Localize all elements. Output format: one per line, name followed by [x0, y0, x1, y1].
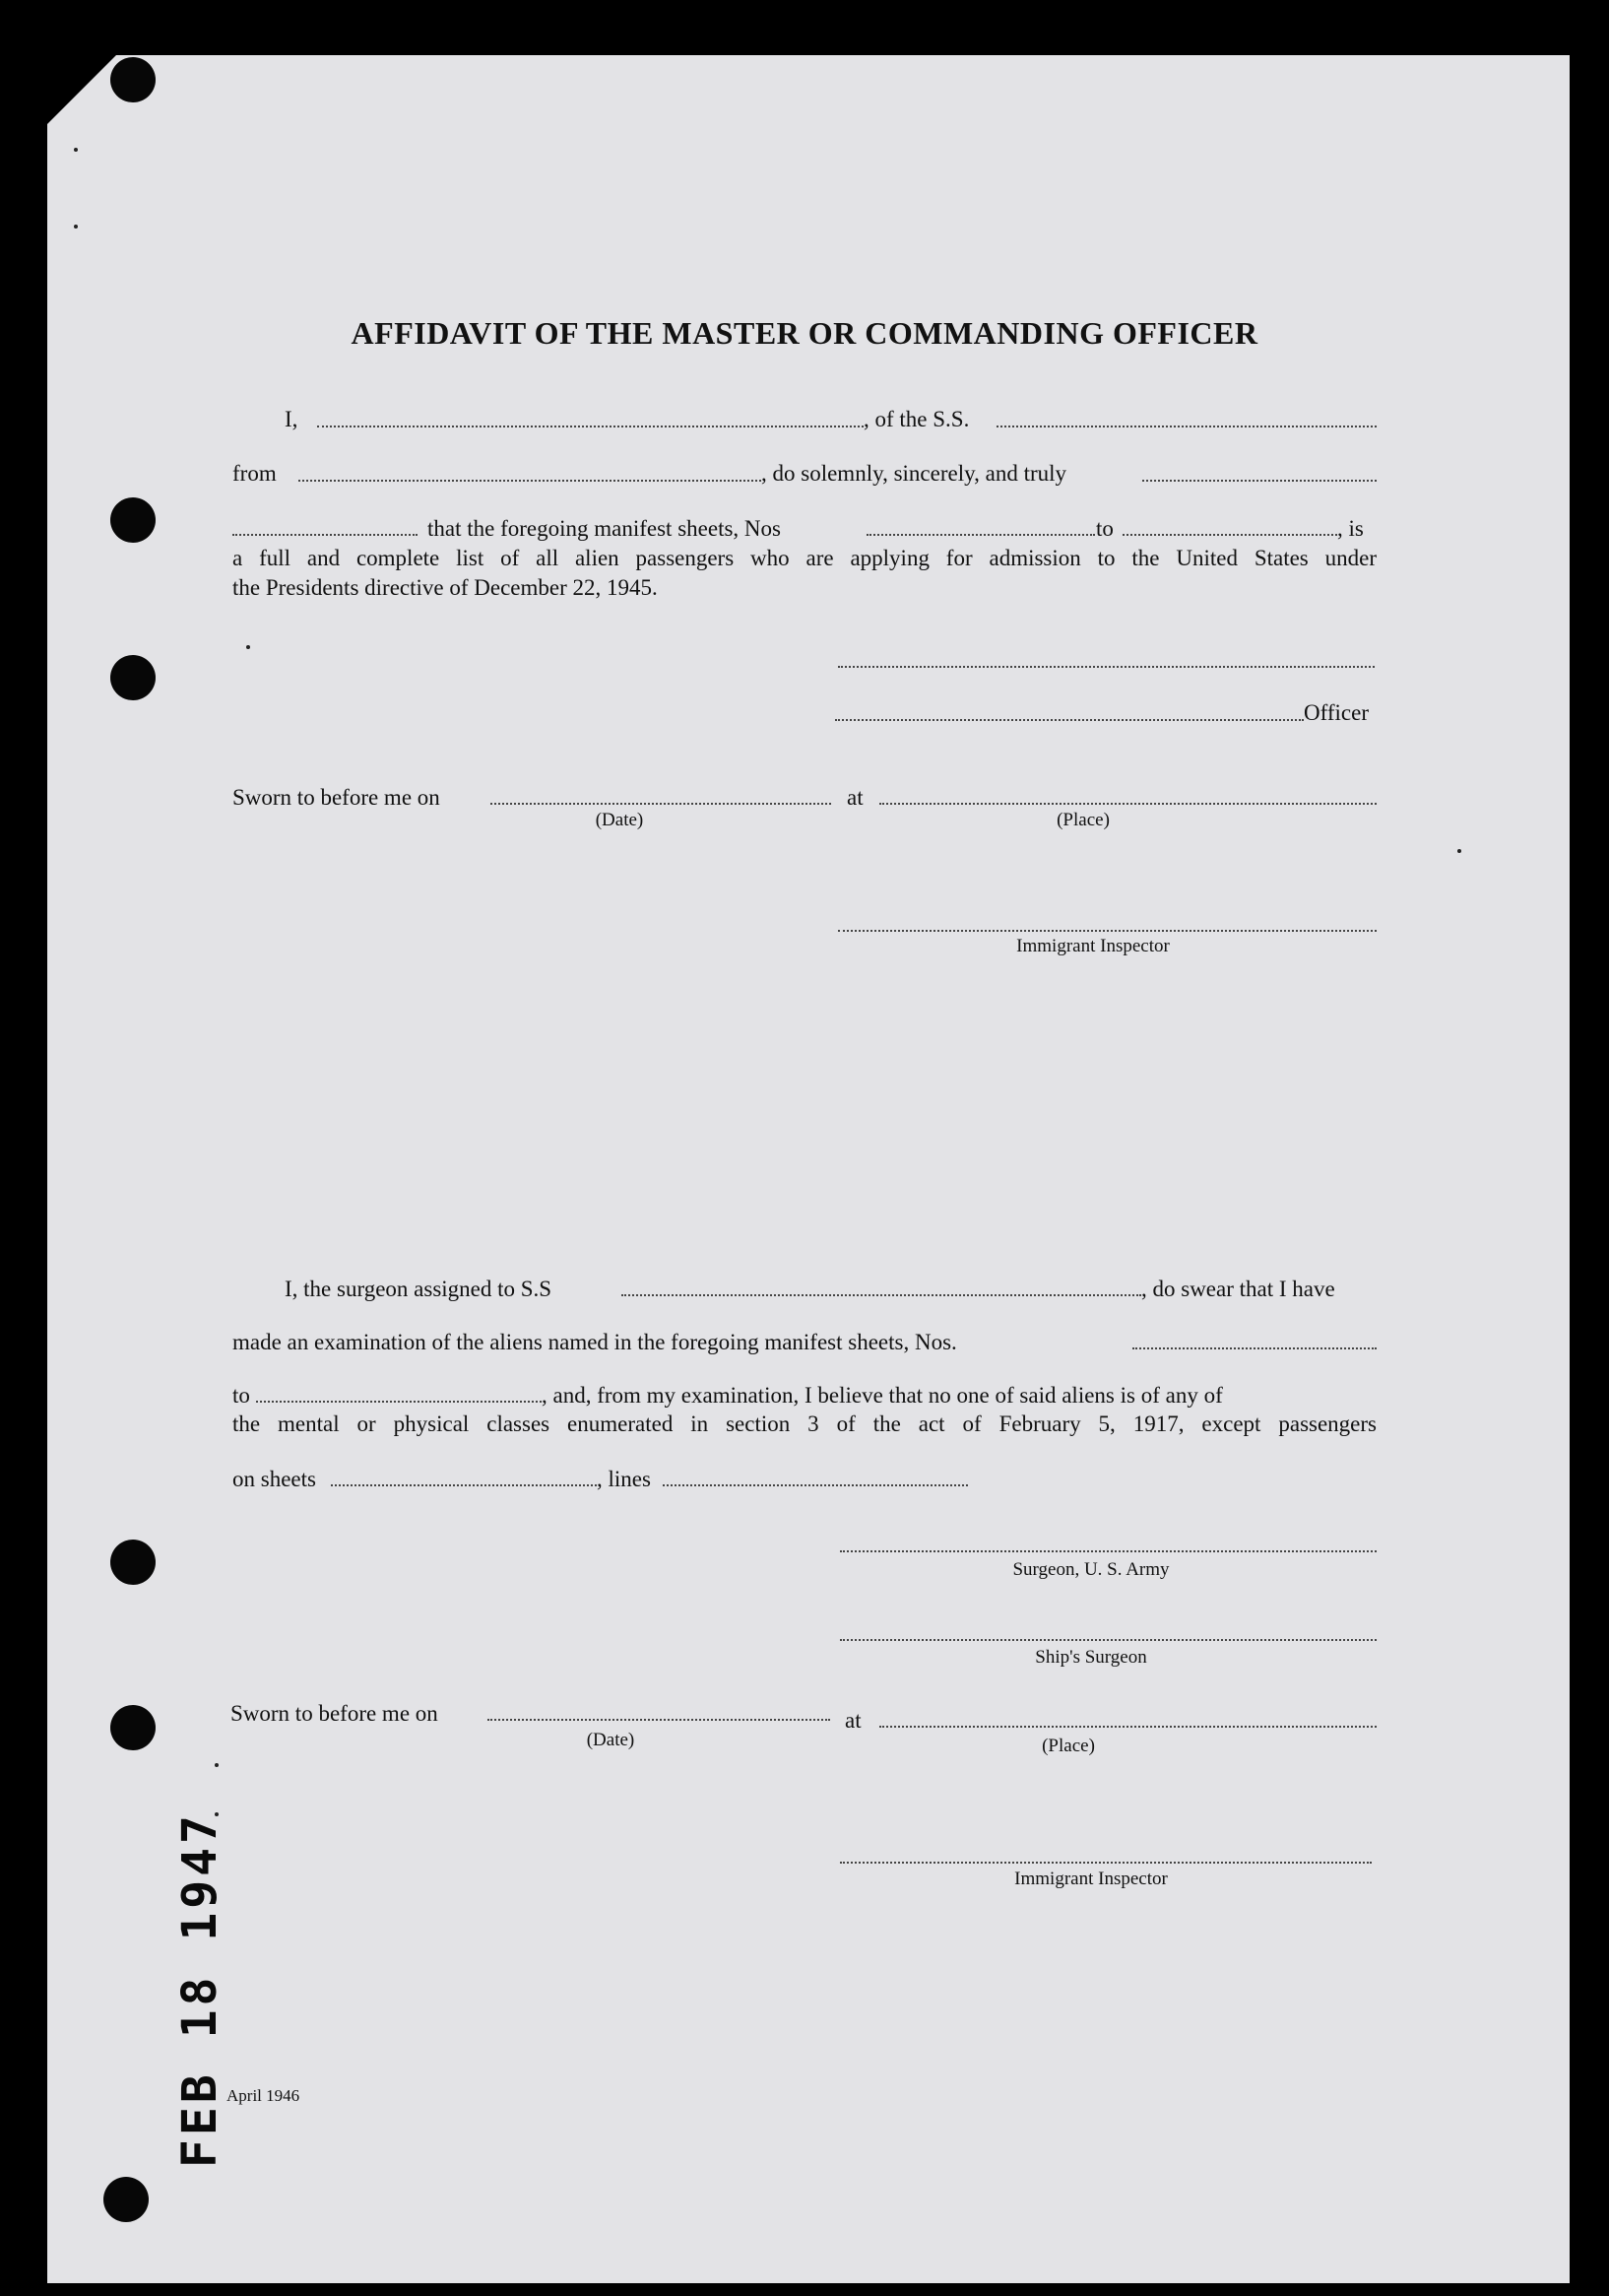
text-swear: , do solemnly, sincerely, and truly	[761, 461, 1067, 486]
place-caption: (Place)	[1057, 810, 1110, 830]
officer-label: Officer	[1304, 700, 1369, 725]
inspector-signature-line[interactable]	[840, 1862, 1372, 1864]
port-from-field[interactable]	[298, 480, 761, 482]
inspector-caption: Immigrant Inspector	[1014, 1869, 1168, 1889]
surgeon-to-label: to	[232, 1383, 250, 1408]
punch-hole	[110, 1540, 156, 1585]
oath-verb-field[interactable]	[232, 534, 418, 536]
text-is: , is	[1337, 516, 1364, 541]
ship-surgeon-signature-line[interactable]	[840, 1639, 1377, 1641]
surgeon-text: on sheets	[232, 1467, 316, 1491]
army-surgeon-signature-line[interactable]	[840, 1550, 1377, 1552]
paper-speck	[1457, 849, 1461, 853]
text-foregoing: that the foregoing manifest sheets, Nos	[427, 516, 781, 541]
punch-hole	[110, 57, 156, 102]
date-received-stamp	[165, 1811, 234, 2168]
excepted-sheets-field[interactable]	[331, 1484, 597, 1486]
master-statement-line: the Presidents directive of December 22, 1945.	[232, 575, 658, 600]
paper-speck	[74, 225, 78, 229]
sworn-label: Sworn to before me on	[232, 785, 440, 810]
text-to: to	[1096, 516, 1114, 541]
paper-speck	[246, 645, 250, 649]
text-of-ss: , of the S.S.	[864, 407, 970, 431]
surgeon-ship-field[interactable]	[621, 1294, 1141, 1296]
punch-hole	[110, 1705, 156, 1750]
paper-speck	[215, 1763, 219, 1767]
paper-speck	[74, 148, 78, 152]
sheet-to-field[interactable]	[1123, 534, 1337, 536]
punch-hole	[110, 497, 156, 543]
sworn-date-field[interactable]	[490, 803, 831, 805]
surgeon-text: , do swear that I have	[1141, 1277, 1335, 1301]
punch-hole	[103, 2177, 149, 2222]
master-statement-line: a full and complete list of all alien passengers who are applying for admission to the United States under	[232, 546, 1377, 570]
oath-type-field[interactable]	[1142, 480, 1377, 482]
surgeon-text: I, the surgeon assigned to S.S	[285, 1277, 552, 1301]
army-surgeon-caption: Surgeon, U. S. Army	[1012, 1559, 1170, 1580]
stamp-text: FEB 18 1947	[172, 1811, 227, 2168]
excepted-lines-field[interactable]	[663, 1484, 968, 1486]
ship-name-field[interactable]	[997, 426, 1377, 427]
inspector-caption: Immigrant Inspector	[1016, 936, 1170, 956]
inspector-signature-line[interactable]	[838, 930, 1377, 932]
date-caption: (Date)	[586, 1730, 635, 1750]
officer-signature-line[interactable]	[838, 666, 1375, 668]
text-i: I,	[285, 407, 298, 431]
text-from: from	[232, 461, 277, 486]
date-caption: (Date)	[595, 810, 644, 830]
at-label: at	[847, 785, 864, 810]
place-caption: (Place)	[1042, 1736, 1095, 1756]
form-revision-date: April 1946	[226, 2086, 300, 2105]
document-page	[47, 55, 1570, 2283]
sworn-place-field[interactable]	[879, 803, 1377, 805]
surgeon-text: , and, from my examination, I believe that no one of said aliens is of any of	[542, 1383, 1223, 1408]
sworn-label: Sworn to before me on	[230, 1701, 438, 1726]
ship-surgeon-caption: Ship's Surgeon	[1035, 1647, 1147, 1668]
surgeon-sworn-date-field[interactable]	[487, 1719, 830, 1721]
master-name-field[interactable]	[317, 426, 864, 427]
form-title: AFFIDAVIT OF THE MASTER OR COMMANDING OFFICER	[351, 315, 1258, 351]
surgeon-text: , lines	[597, 1467, 651, 1491]
officer-name-line[interactable]	[835, 719, 1304, 721]
surgeon-sworn-place-field[interactable]	[879, 1726, 1377, 1728]
sheet-from-field[interactable]	[867, 534, 1095, 536]
surgeon-sheet-from-field[interactable]	[1132, 1347, 1377, 1349]
surgeon-sheet-to-field[interactable]	[256, 1401, 542, 1403]
surgeon-text: the mental or physical classes enumerated in section 3 of the act of February 5, 1917, except passengers	[232, 1411, 1377, 1436]
punch-hole	[110, 655, 156, 700]
at-label: at	[845, 1708, 862, 1733]
surgeon-text: made an examination of the aliens named in the foregoing manifest sheets, Nos.	[232, 1330, 957, 1354]
